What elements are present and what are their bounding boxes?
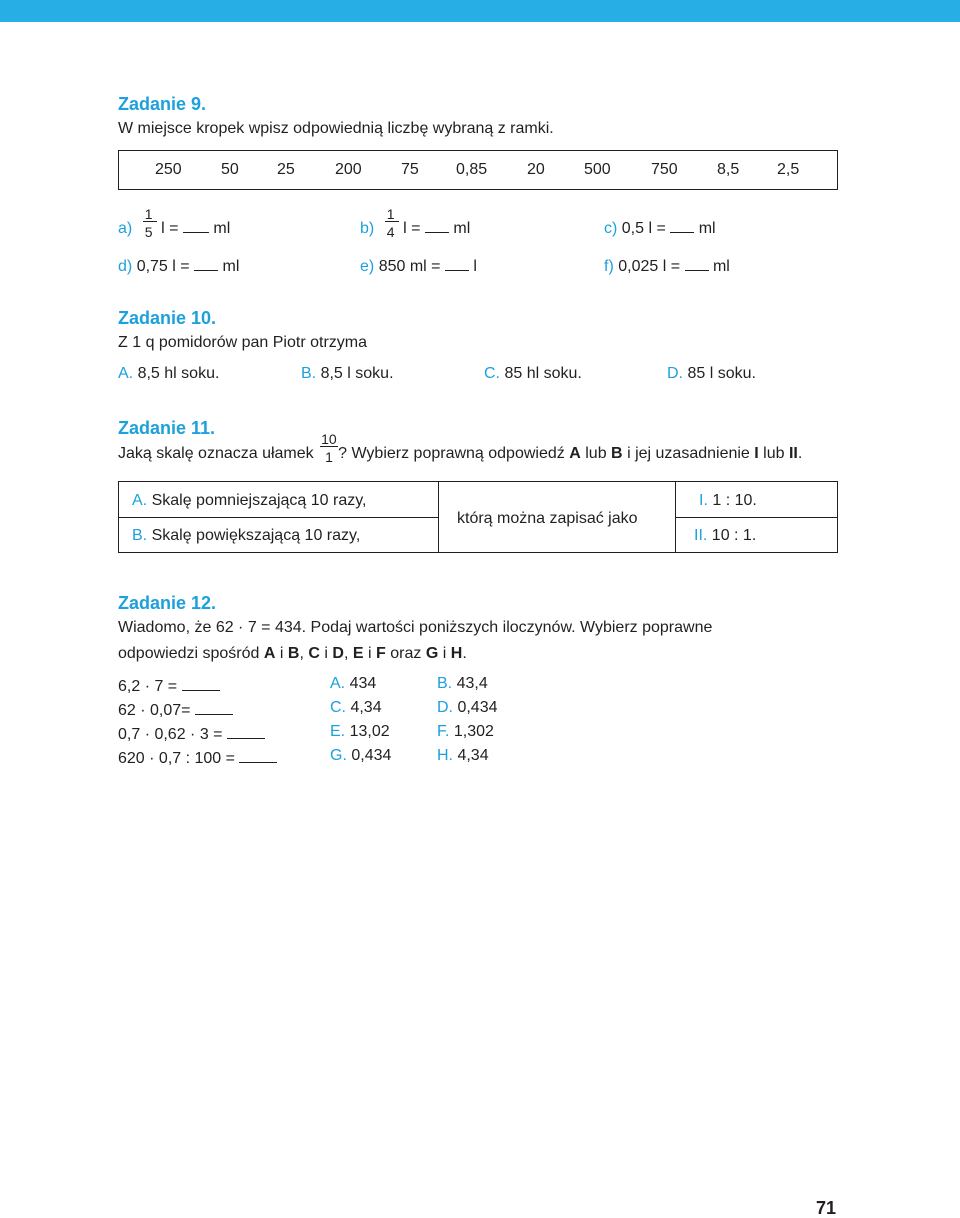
- option-a-cell[interactable]: [132, 493, 367, 509]
- item-f-text: 0,025 l =: [618, 258, 681, 275]
- box-number: 20: [527, 161, 545, 178]
- item-c-label: c): [604, 220, 618, 237]
- option-letter: C.: [484, 365, 500, 382]
- task9-title: Zadanie 9.: [118, 94, 207, 114]
- box-number: 75: [401, 161, 419, 178]
- expression-text: 6,2 · 7 =: [118, 678, 178, 695]
- item-b-text: l =: [403, 220, 421, 237]
- option-letter: B.: [301, 365, 317, 382]
- task10-question: Z 1 q pomidorów pan Piotr otrzyma: [118, 334, 367, 351]
- middle-cell-text: którą można zapisać jako: [457, 510, 638, 527]
- option-letter: II.: [694, 527, 708, 544]
- answer-blank[interactable]: [445, 256, 469, 271]
- option-value: 13,02: [349, 723, 390, 740]
- option-text: 8,5 l soku.: [320, 365, 394, 382]
- option-b-cell[interactable]: [132, 528, 360, 544]
- item-a-unit: ml: [213, 220, 231, 237]
- answer-option[interactable]: [330, 676, 376, 692]
- item-a-text: l =: [161, 220, 179, 237]
- task12-title: Zadanie 12.: [118, 593, 217, 613]
- task10-option-a[interactable]: [118, 366, 219, 382]
- option-letter: B.: [437, 675, 453, 692]
- task11-question: Jaką skalę oznacza ułamek $\frac{10}{1}$ ? Wybierz poprawną odpowiedź A lub B i jej uzasadnienie I lub II.: [118, 431, 803, 465]
- option-value: 0,434: [457, 699, 498, 716]
- answer-blank[interactable]: [194, 256, 218, 271]
- option-letter: A.: [132, 492, 148, 509]
- answer-blank[interactable]: [227, 724, 265, 739]
- answer-option[interactable]: [330, 700, 382, 716]
- answer-option[interactable]: [437, 676, 488, 692]
- item-c-text: 0,5 l =: [621, 220, 666, 237]
- item-f-label: f): [604, 258, 614, 275]
- box-number: 250: [155, 161, 182, 178]
- top-color-band: [0, 0, 960, 22]
- answer-blank[interactable]: [670, 218, 694, 233]
- fraction-one-quarter: $\frac{1}{4}$: [385, 223, 399, 233]
- task11-title: Zadanie 11.: [118, 418, 216, 438]
- item-f-unit: ml: [712, 258, 730, 275]
- option-letter: A.: [330, 675, 346, 692]
- option-letter: D.: [667, 365, 683, 382]
- answer-blank[interactable]: [425, 218, 449, 233]
- number-box: [118, 150, 838, 190]
- option-letter: G.: [330, 747, 347, 764]
- answer-option[interactable]: [437, 748, 489, 764]
- box-number: 25: [277, 161, 295, 178]
- task11-table: [118, 481, 838, 553]
- box-number: 750: [651, 161, 678, 178]
- item-a: [118, 206, 231, 240]
- option-value: 1,302: [453, 723, 494, 740]
- expression-row: [118, 676, 220, 695]
- option-letter: H.: [437, 747, 453, 764]
- item-e-unit: l: [473, 258, 477, 275]
- option-text: 10 : 1.: [711, 527, 757, 544]
- option-letter: D.: [437, 699, 453, 716]
- option-text: Skalę powiększającą 10 razy,: [151, 527, 361, 544]
- item-b: [360, 206, 471, 240]
- option-letter: I.: [699, 492, 708, 509]
- task12-line1: Wiadomo, że 62 · 7 = 434. Podaj wartości poniższych iloczynów. Wybierz poprawne: [118, 619, 713, 636]
- item-e: [360, 256, 477, 275]
- option-value: 434: [349, 675, 377, 692]
- item-d-unit: ml: [222, 258, 240, 275]
- answer-blank[interactable]: [685, 256, 709, 271]
- expression-row: [118, 700, 233, 719]
- item-b-unit: ml: [453, 220, 471, 237]
- expression-text: 62 · 0,07=: [118, 702, 191, 719]
- answer-blank[interactable]: [182, 676, 220, 691]
- item-a-label: a): [118, 220, 133, 237]
- item-c: [604, 218, 716, 237]
- task9-instruction: W miejsce kropek wpisz odpowiednią liczbę wybraną z ramki.: [118, 120, 554, 137]
- item-d-label: d): [118, 258, 133, 275]
- item-e-text: 850 ml =: [378, 258, 441, 275]
- option-text: 85 l soku.: [687, 365, 756, 382]
- question-text: Jaką skalę oznacza ułamek: [118, 445, 314, 462]
- page-number: 71: [816, 1198, 837, 1218]
- fraction-ten-over-one: $\frac{10}{1}$: [321, 431, 337, 465]
- task10-option-c[interactable]: [484, 366, 582, 382]
- answer-option[interactable]: [330, 724, 390, 740]
- option-letter: C.: [330, 699, 346, 716]
- option-value: 43,4: [456, 675, 488, 692]
- item-f: [604, 256, 730, 275]
- answer-option[interactable]: [437, 700, 498, 716]
- option-value: 0,434: [351, 747, 392, 764]
- option-value: 4,34: [457, 747, 489, 764]
- option-ii-cell[interactable]: [694, 528, 756, 544]
- option-text: Skalę pomniejszającą 10 razy,: [151, 492, 367, 509]
- box-number: 200: [335, 161, 362, 178]
- expression-text: 0,7 · 0,62 · 3 =: [118, 726, 223, 743]
- box-number: 0,85: [456, 161, 488, 178]
- task10-option-b[interactable]: [301, 366, 394, 382]
- box-number: 500: [584, 161, 611, 178]
- answer-option[interactable]: [330, 748, 391, 764]
- box-number: 8,5: [717, 161, 740, 178]
- answer-blank[interactable]: [239, 748, 277, 763]
- item-e-label: e): [360, 258, 375, 275]
- option-letter: E.: [330, 723, 346, 740]
- option-text: 85 hl soku.: [504, 365, 582, 382]
- item-d: [118, 256, 239, 275]
- task12-line2: odpowiedzi spośród A i B, C i D, E i F oraz G i H.: [118, 645, 467, 662]
- option-letter: B.: [132, 527, 148, 544]
- option-i-cell[interactable]: [699, 493, 757, 509]
- task10-title: Zadanie 10.: [118, 308, 217, 328]
- item-b-label: b): [360, 220, 375, 237]
- item-c-unit: ml: [698, 220, 716, 237]
- option-letter: A.: [118, 365, 134, 382]
- fraction-one-fifth: $\frac{1}{5}$: [143, 223, 157, 233]
- expression-text: 620 · 0,7 : 100 =: [118, 750, 235, 767]
- box-number: 2,5: [777, 161, 800, 178]
- answer-blank[interactable]: [195, 700, 233, 715]
- task10-option-d[interactable]: [667, 366, 756, 382]
- expression-row: [118, 748, 277, 767]
- expression-row: [118, 724, 265, 743]
- box-number: 50: [221, 161, 239, 178]
- option-text: 8,5 hl soku.: [137, 365, 220, 382]
- question-text: ? Wybierz poprawną odpowiedź: [338, 445, 565, 462]
- option-letter: F.: [437, 723, 450, 740]
- answer-option[interactable]: [437, 724, 494, 740]
- option-value: 4,34: [350, 699, 382, 716]
- option-text: 1 : 10.: [712, 492, 757, 509]
- answer-blank[interactable]: [183, 218, 209, 233]
- item-d-text: 0,75 l =: [136, 258, 190, 275]
